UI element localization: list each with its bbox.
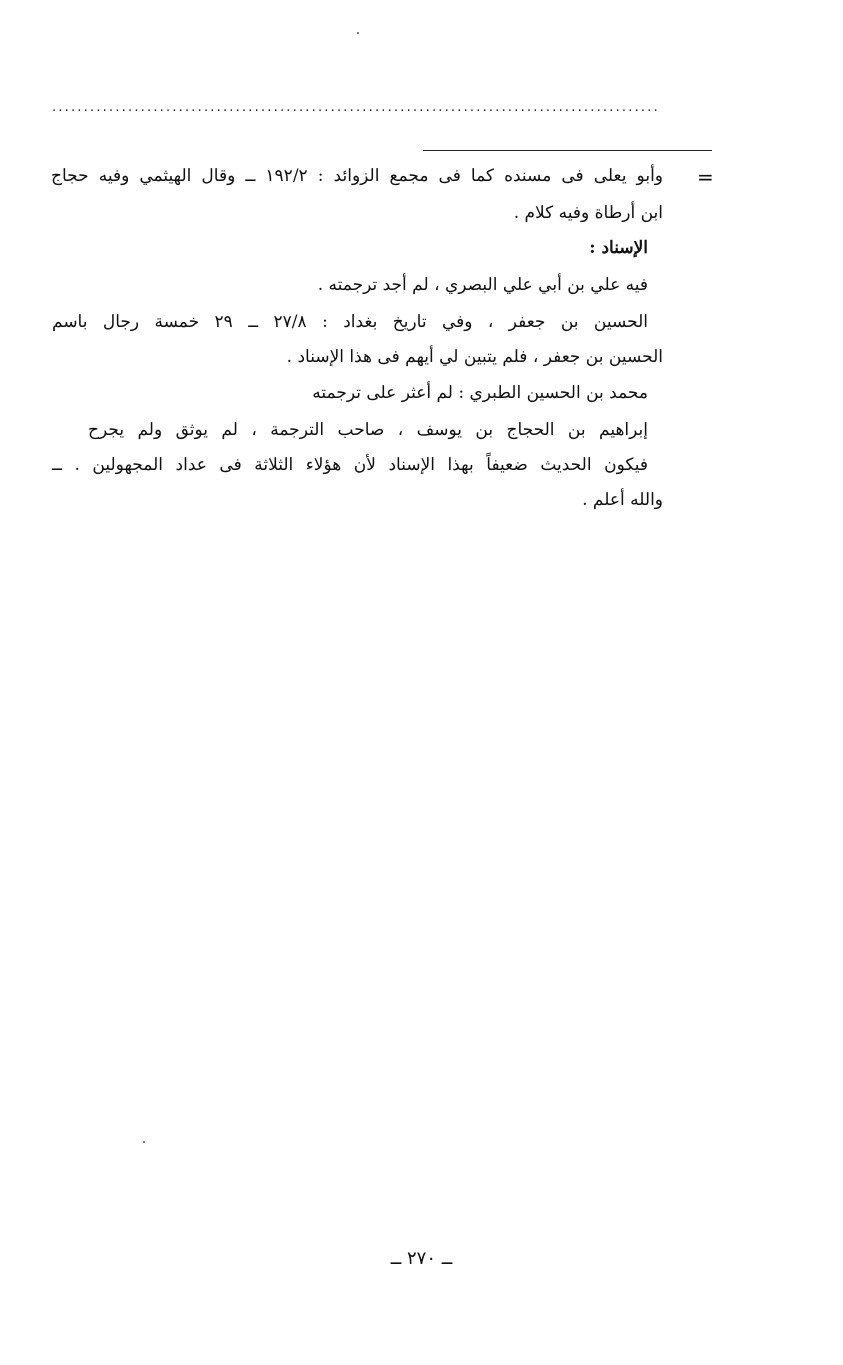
footnote-line-1: وأبو يعلى فى مسنده كما فى مجمع الزوائد : ١٩٢/٢ ــ وقال الهيثمي وفيه حجاج xyxy=(51,166,664,186)
footnote-line-2: ابن أرطاة وفيه كلام . xyxy=(513,203,663,223)
continuation-mark: = xyxy=(697,165,714,189)
footnote-line-10: والله أعلم . xyxy=(582,490,663,510)
dotted-separator: ................................................................................................ xyxy=(52,101,660,115)
footnote-line-6: الحسين بن جعفر ، فلم يتبين لي أيهم فى هذا الإسناد . xyxy=(286,347,663,367)
scan-speck xyxy=(357,32,359,34)
footnote-rule xyxy=(423,150,712,151)
section-heading-isnad: الإسناد : xyxy=(589,238,648,258)
footnote-line-7: محمد بن الحسين الطبري : لم أعثر على ترجمته xyxy=(312,383,648,403)
footnote-line-8: إبراهيم بن الحجاج بن يوسف ، صاحب الترجمة ، لم يوثق ولم يجرح xyxy=(88,420,648,440)
footnote-line-4: فيه علي بن أبي علي البصري ، لم أجد ترجمته . xyxy=(317,275,648,295)
page-number: ــ ٢٧٠ ــ xyxy=(390,1248,453,1269)
scan-speck xyxy=(143,1141,145,1143)
footnote-line-9: فيكون الحديث ضعيفاً بهذا الإسناد لأن هؤلاء الثلاثة فى عداد المجهولين . ــ xyxy=(52,455,648,475)
footnote-line-5: الحسين بن جعفر ، وفي تاريخ بغداد : ٢٧/٨ ــ ٢٩ خمسة رجال باسم xyxy=(52,312,648,332)
